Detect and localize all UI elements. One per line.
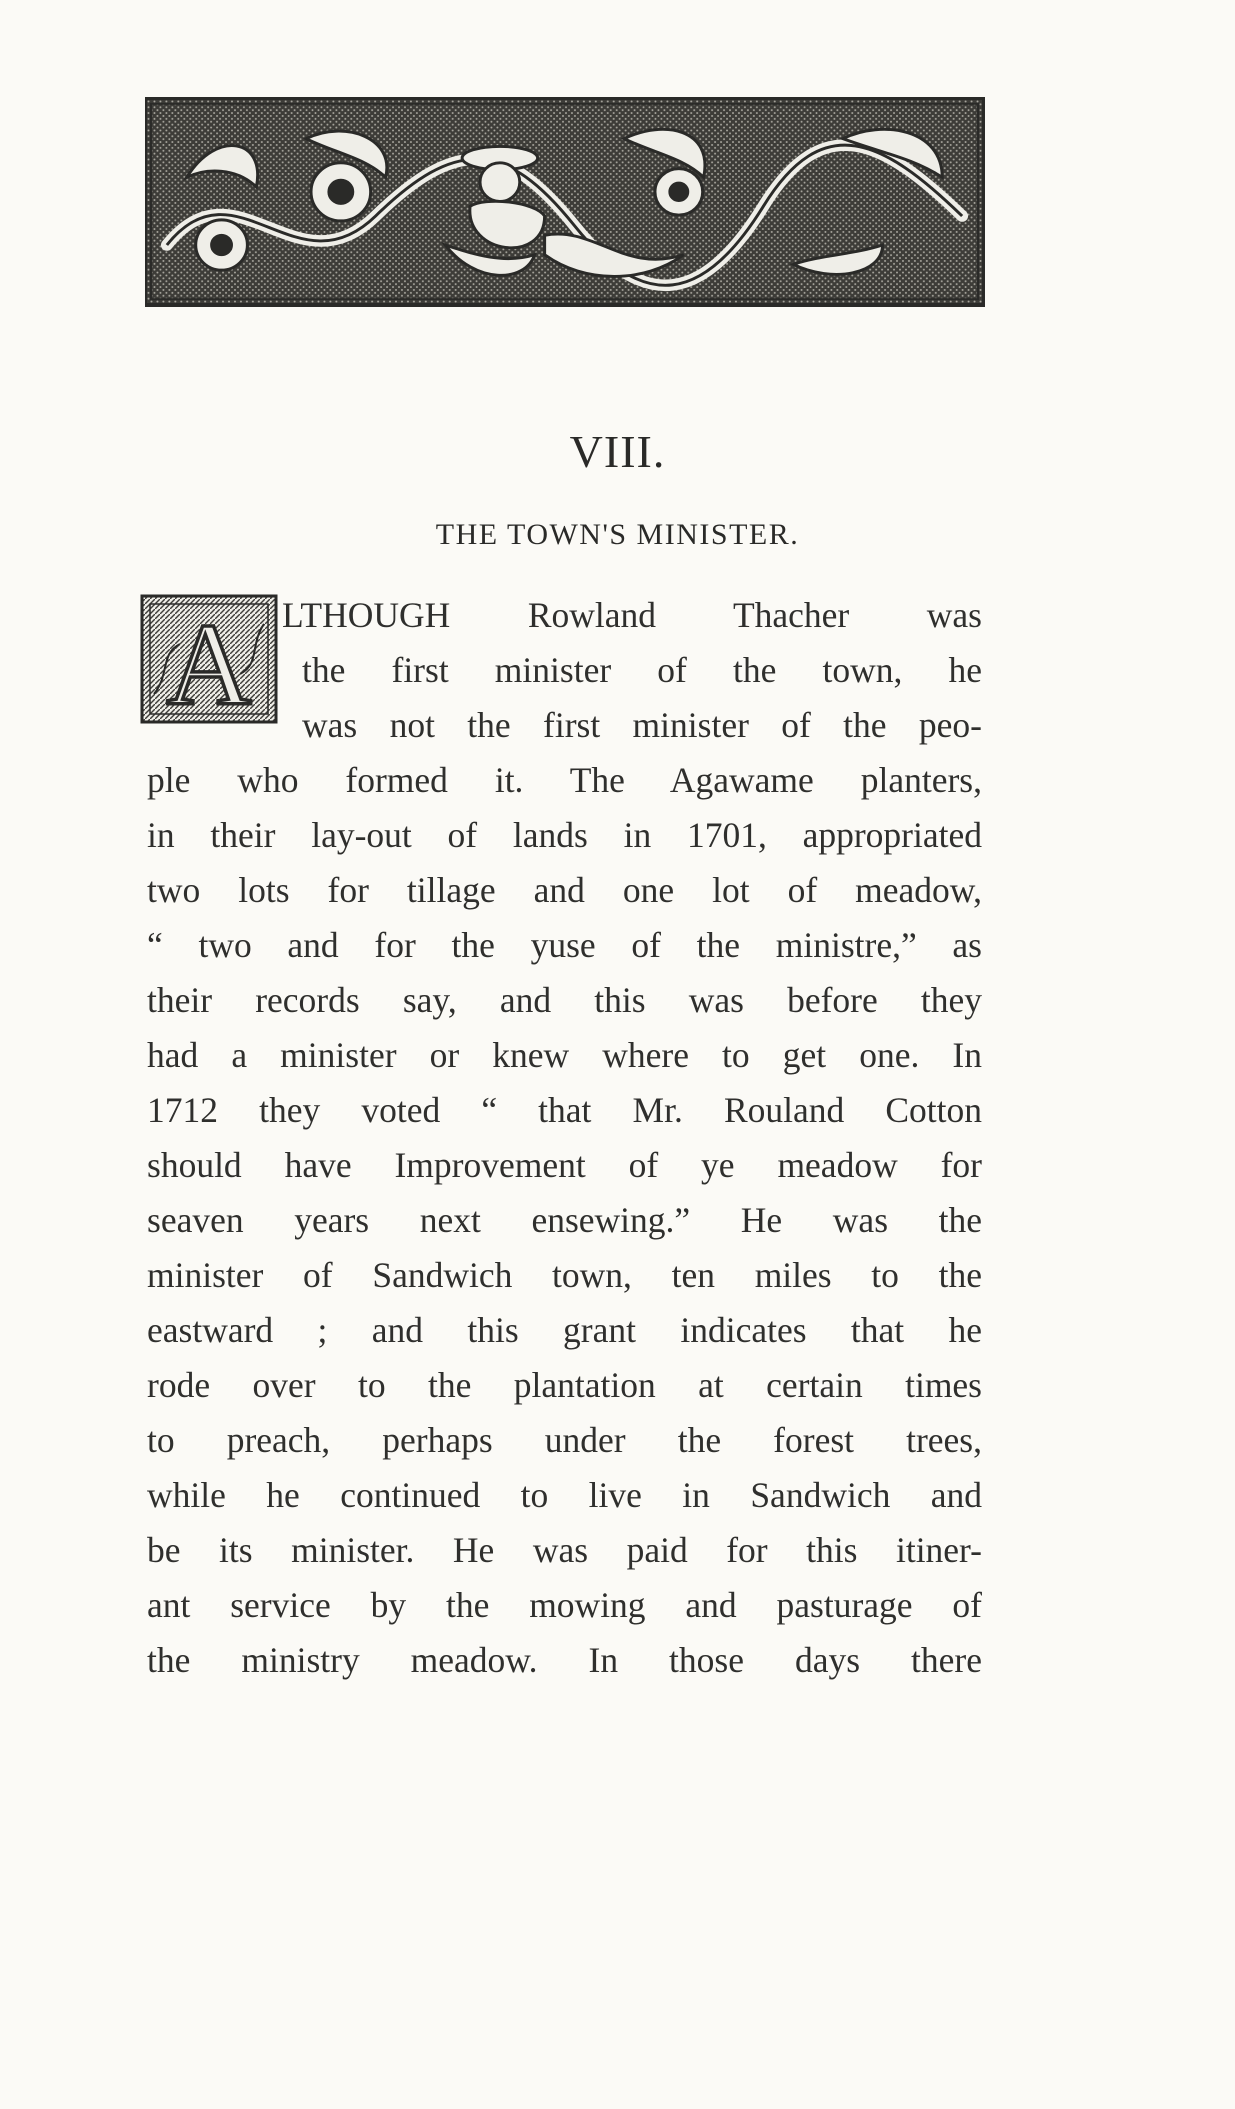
- text-line: should have Improvement of ye meadow for: [147, 1145, 982, 1185]
- text-line: minister of Sandwich town, ten miles to the: [147, 1255, 982, 1295]
- text-line: 1712 they voted “ that Mr. Rouland Cotton: [147, 1090, 982, 1130]
- text-line: the first minister of the town, he: [302, 650, 982, 690]
- text-line: seaven years next ensewing.” He was the: [147, 1200, 982, 1240]
- text-line: the ministry meadow. In those days there: [147, 1640, 982, 1680]
- drop-cap-letter: A: [166, 599, 252, 724]
- text-line: ple who formed it. The Agawame planters,: [147, 760, 982, 800]
- chapter-number: VIII.: [569, 426, 666, 477]
- text-line: ant service by the mowing and pasturage of: [147, 1585, 982, 1625]
- text-line: had a minister or knew where to get one. In: [147, 1035, 982, 1075]
- foliage-ornament-icon: [147, 100, 982, 303]
- ornamental-headpiece: [145, 97, 985, 307]
- text-line: LTHOUGH Rowland Thacher was: [282, 595, 982, 635]
- text-line: to preach, perhaps under the forest trees,: [147, 1420, 982, 1460]
- text-line: eastward ; and this grant indicates that he: [147, 1310, 982, 1350]
- text-line: while he continued to live in Sandwich and: [147, 1475, 982, 1515]
- text-line: in their lay-out of lands in 1701, appropriated: [147, 815, 982, 855]
- text-line: be its minister. He was paid for this itiner-: [147, 1530, 982, 1570]
- drop-cap-ornament-icon: [140, 594, 278, 724]
- text-line: rode over to the plantation at certain times: [147, 1365, 982, 1405]
- text-line: was not the first minister of the peo-: [302, 705, 982, 745]
- chapter-title: THE TOWN'S MINISTER.: [435, 518, 800, 551]
- text-line: “ two and for the yuse of the ministre,” as: [147, 925, 982, 965]
- text-line: two lots for tillage and one lot of meadow,: [147, 870, 982, 910]
- drop-cap: [140, 594, 278, 724]
- text-line: their records say, and this was before they: [147, 980, 982, 1020]
